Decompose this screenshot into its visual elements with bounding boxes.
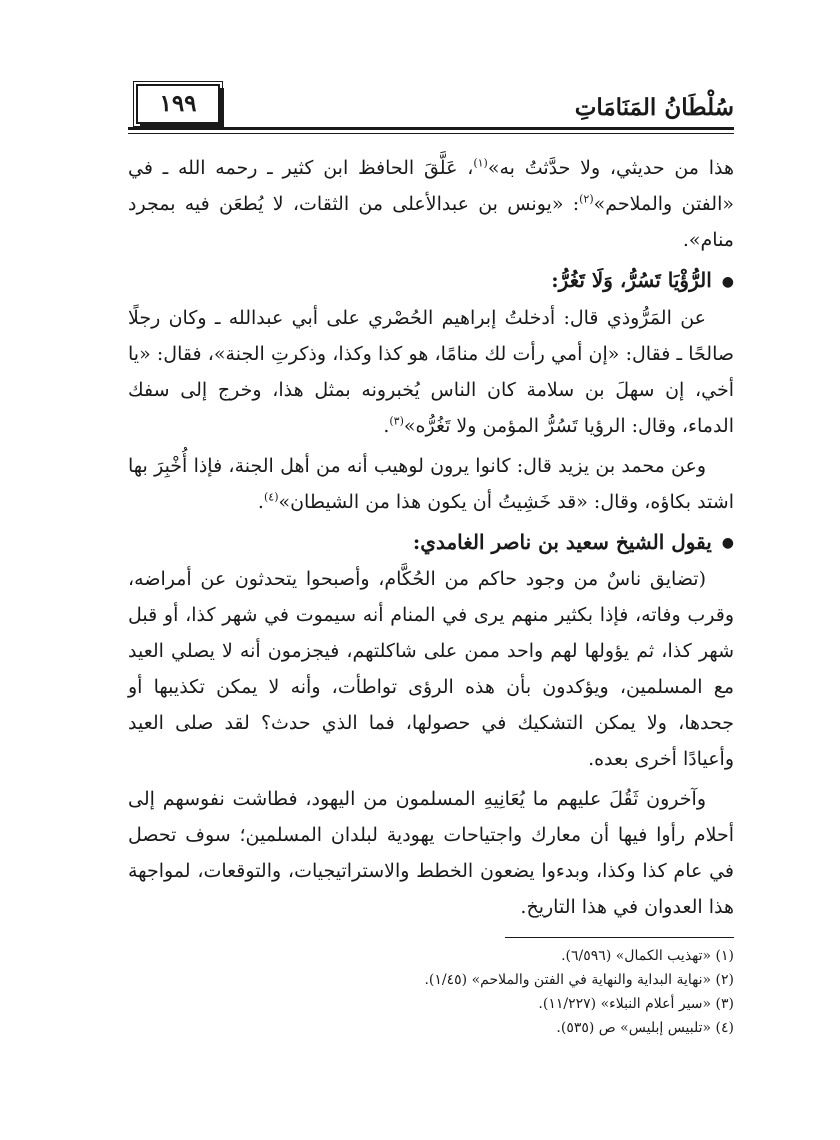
- footnote-1: (١) «تهذيب الكمال» (٦/٥٩٦).: [561, 948, 734, 964]
- footnotes: [128, 944, 734, 1040]
- footnote-ref-1: (١): [473, 156, 488, 170]
- footnote-separator: [505, 937, 734, 938]
- header-rule-thin: [128, 133, 734, 134]
- bullet-icon: ●: [721, 535, 734, 551]
- section-heading-2: ●يقول الشيخ سعيد بن ناصر الغامدي:: [412, 529, 734, 554]
- footnote-ref-2: (٢): [579, 192, 594, 206]
- paragraph-5: وآخرون ثَقُلَ عليهم ما يُعَانِيهِ المسلمون من اليهود، فطاشت نفوسهم إلى أحلام رأوا فيها أن معارك واجتياحات يهودية لبلدان المسلمين؛ سوف تحصل في عام كذا وكذا، وبدءوا يضعون الخطط والاستراتيجيات، والتوقعات، لمواجهة هذا العدوان في هذا التاريخ.: [128, 788, 734, 918]
- section-heading-1: ●الرُّؤْيَا تَسُرُّ، وَلَا تَغُرُّ:: [551, 268, 734, 292]
- footnote-2: (٢) «نهاية البداية والنهاية في الفتن والملاحم» (١/٤٥).: [424, 972, 734, 988]
- header-rule-thick: [128, 127, 734, 130]
- paragraph-4: (تضايق ناسٌ من وجود حاكم من الحُكَّام، وأصبحوا يتحدثون عن أمراضه، وقرب وفاته، فإذا بكثير منهم يرى في المنام أنه سيموت في شهر كذا، أو قبل شهر كذا، ثم يؤولها لهم واحد ممن على شاكلتهم، فيجزمون أنه لا يصلي العيد مع المسلمين، ويؤكدون بأن هذه الرؤى تواطأت، وأنه لا يمكن تكذيبها أو جحدها، ولا يمكن التشكيك في حصولها، فما الذي حدث؟ لقد صلى العيد وأعيادًا أخرى بعده.: [128, 568, 734, 770]
- page-number: ١٩٩: [136, 84, 220, 124]
- paragraph-1: هذا من حديثي، ولا حدَّثتُ به»$^{(١)}$، عَلَّقَ الحافظ ابن كثير ـ رحمه الله ـ في «الفتن والملاحم»$^{(٢)}$: «يونس بن عبدالأعلى من الثقات، لا يُطعَن فيه بمجرد منام».: [128, 156, 734, 251]
- paragraph-2: عن المَرُّوذي قال: أدخلتُ إبراهيم الحُصْري على أبي عبدالله ـ وكان رجلًا صالحًا ـ فقال: «إن أمي رأت لك منامًا، هو كذا وكذا، وذكرتِ الجنة»، فقال: «يا أخي، إن سهلَ بن سلامة كان الناس يُخبرونه بمثل هذا، وخرج إلى سفك الدماء، وقال: الرؤيا تَسُرُّ المؤمن ولا تَغُرُّه»$^{(٣)}$.: [128, 306, 734, 437]
- footnote-4: (٤) «تلبيس إبليس» ص (٥٣٥).: [556, 1020, 734, 1036]
- footnote-ref-4: (٤): [263, 490, 279, 504]
- running-title: سُلْطَانُ المَنَامَاتِ: [574, 94, 734, 121]
- bullet-icon: ●: [721, 273, 734, 290]
- page-body: [128, 150, 734, 929]
- paragraph-3: وعن محمد بن يزيد قال: كانوا يرون لوهيب أنه من أهل الجنة، فإذا أُخْبِرَ بها اشتد بكاؤه، وقال: «قد خَشِيتُ أن يكون هذا من الشيطان»$^{(٤)}$.: [128, 454, 734, 513]
- footnote-ref-3: (٣): [389, 414, 404, 428]
- footnote-3: (٣) «سير أعلام النبلاء» (١١/٢٢٧).: [538, 996, 734, 1012]
